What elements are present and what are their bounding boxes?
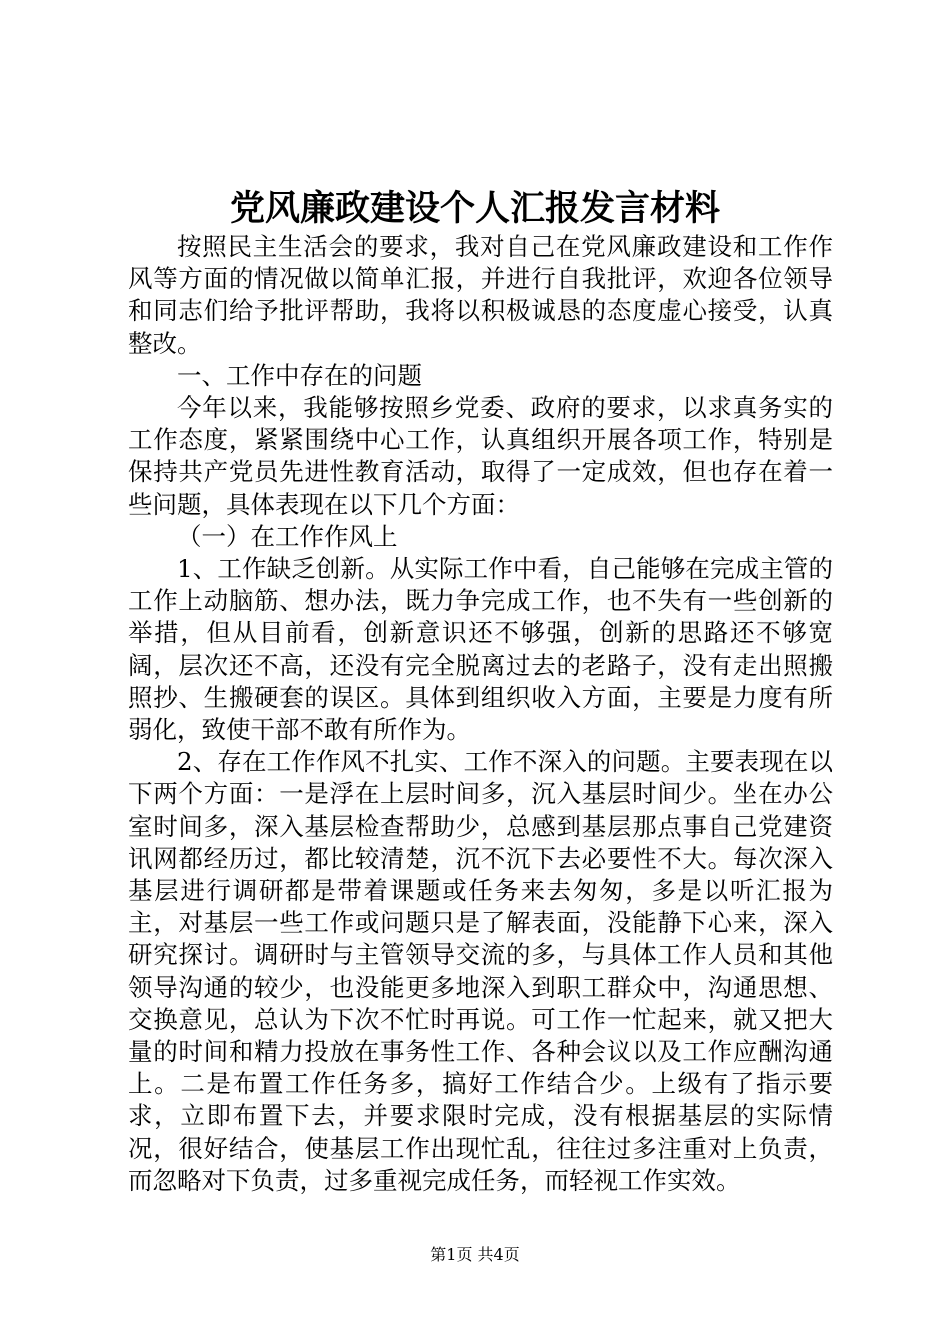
document-title: 党风廉政建设个人汇报发言材料 (229, 188, 720, 229)
paragraph-item-2: 2、存在工作作风不扎实、工作不深入的问题。主要表现在以下两个方面：一是浮在上层时间多，沉入基层时间少。坐在办公室时间多，深入基层检查帮助少，总感到基层那点事自己党建资讯网都经历过，都比较清楚，沉不沉下去必要性不大。每次深入基层进行调研都是带着课题或任务来去匆匆，多是以听汇报为主，对基层一些工作或问题只是了解表面，没能静下心来，深入研究探讨。调研时与主管领导交流的多，与具体工作人员和其他领导沟通的较少，也没能更多地深入到职工群众中，沟通思想、交换意见，总认为下次不忙时再说。可工作一忙起来，就又把大量的时间和精力投放在事务性工作、各种会议以及工作应酬沟通上。二是布置工作任务多，搞好工作结合少。上级有了指示要求，立即布置下去，并要求限时完成，没有根据基层的实际情况，很好结合，使基层工作出现忙乱，往往过多注重对上负责，而忽略对下负责，过多重视完成任务，而轻视工作实效。 (128, 747, 833, 1195)
paragraph-intro: 按照民主生活会的要求，我对自己在党风廉政建设和工作作风等方面的情况做以简单汇报，并进行自我批评，欢迎各位领导和同志们给予批评帮助，我将以积极诚恳的态度虚心接受，认真整改。 (128, 232, 833, 358)
paragraph-overview: 今年以来，我能够按照乡党委、政府的要求，以求真务实的工作态度，紧紧围绕中心工作，认真组织开展各项工作，特别是保持共产党员先进性教育活动，取得了一定成效，但也存在着一些问题，具体表现在以下几个方面： (128, 393, 833, 519)
document-body (128, 231, 833, 1197)
paragraph-item-1: 1、工作缺乏创新。从实际工作中看，自己能够在完成主管的工作上动脑筋、想办法，既力争完成工作，也不失有一些创新的举措，但从目前看，创新意识还不够强，创新的思路还不够宽阔，层次还不高，还没有完全脱离过去的老路子，没有走出照搬照抄、生搬硬套的误区。具体到组织收入方面，主要是力度有所弱化，致使干部不敢有所作为。 (128, 554, 833, 745)
subsection-heading-work-style: （一）在工作作风上 (177, 521, 398, 551)
page-number-footer: 第1页 共4页 (430, 1245, 520, 1264)
section-heading-problems: 一、工作中存在的问题 (177, 360, 422, 390)
